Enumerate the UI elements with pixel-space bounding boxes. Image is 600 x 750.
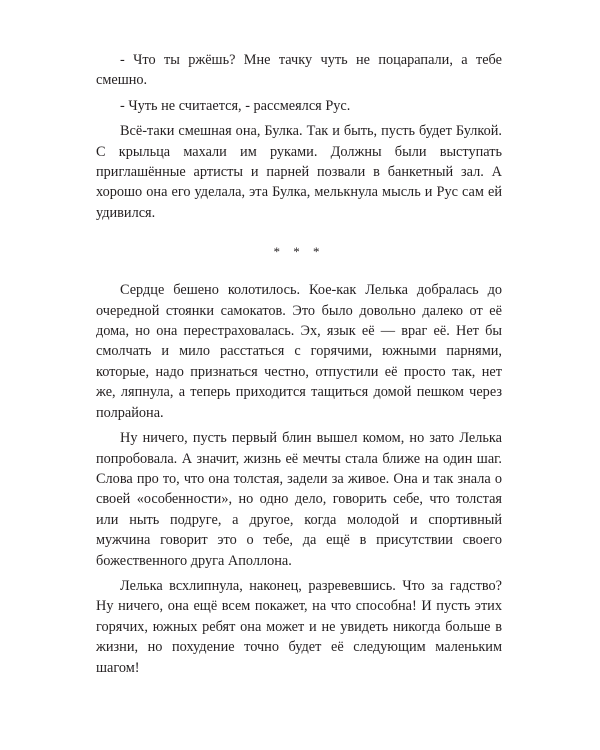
dialogue-line: - Что ты ржёшь? Мне тачку чуть не поцарапали, а тебе смешно. — [96, 52, 502, 89]
paragraph: Лелька всхлипнула, наконец, разревевшись. Что за гадство? Ну ничего, она ещё всем покажет, на что способна! И пусть этих горячих, южных ребят она может и не увидеть никогда больше в жизни, но похудение точно будет её следующим маленьким шагом! — [96, 577, 502, 676]
page-text — [96, 50, 502, 683]
paragraph: Сердце бешено колотилось. Кое-как Лелька добралась до очередной стоянки самокатов. Это было довольно далеко от её дома, но она перестраховалась. Эх, язык её — враг её. Нет бы смолчать и мило расстаться с горячими, южными парнями, которые, надо признаться честно, отпустили её просто так, нет же, ляпнула, а теперь приходится тащиться домой пешком через полрайона. — [96, 282, 502, 421]
dialogue-line: - Чуть не считается, - рассмеялся Рус. — [120, 97, 351, 114]
paragraph: Всё-таки смешная она, Булка. Так и быть, пусть будет Булкой. С крыльца махали им руками. Должны были выступать приглашённые артисты и парней позвали в банкетный зал. А хорошо она его уделала, эта Булка, мелькнула мысль и Рус сам ей удивился. — [96, 123, 502, 221]
paragraph: Ну ничего, пусть первый блин вышел комом, но зато Лелька попробовала. А значит, жизнь её мечты стала ближе на один шаг. Слова про то, что она толстая, задели за живое. Она и так знала о своей «особенности», но одно дело, говорить себе, что толстая или ныть подруге, а другое, когда молодой и спортивный мужчина говорит это о тебе, да ещё в присутствии своего божественного друга Аполлона. — [96, 430, 502, 569]
scene-separator: * * * — [273, 244, 325, 260]
